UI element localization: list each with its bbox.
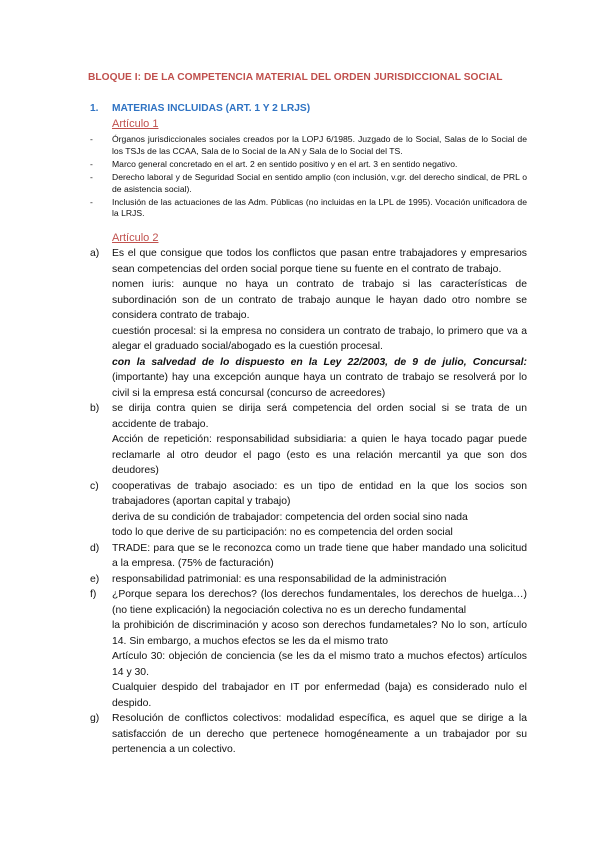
item-label: d) [90, 542, 100, 554]
item-label: f) [90, 589, 97, 600]
article-2-heading: Artículo 2 [112, 232, 159, 244]
paragraph: responsabilidad patrimonial: es una responsabilidad de la administración [112, 573, 447, 585]
item-label: b) [90, 403, 100, 414]
paragraph: deriva de su condición de trabajador: competencia del orden social sino nada [112, 511, 468, 523]
section-heading [90, 103, 310, 114]
item-label: a) [90, 248, 100, 259]
paragraph: ¿Porque separa los derechos? (los derechos fundamentales, los derechos de huelga…) (no tiene explicación) la negociación colectiva no es un derecho fundamental [112, 589, 527, 616]
section-heading-text: MATERIAS INCLUIDAS (ART. 1 Y 2 LRJS) [112, 103, 311, 114]
paragraph: TRADE: para que se le reconozca como un trade tiene que haber mandado una solicitud a la empresa. (75% de facturación) [112, 542, 527, 569]
list-item-c [90, 479, 527, 541]
list-item-f [90, 587, 527, 711]
paragraph: Acción de repetición: responsabilidad subsidiaria: a quien le haya tocado pagar puede reclamarle al otro deudor el pago (esto es una relación mercantil ya que son dos deudores) [112, 434, 527, 476]
article-1-list [90, 134, 527, 222]
paragraph: todo lo que derive de su participación: no es competencia del orden social [112, 527, 453, 538]
paragraph: la prohibición de discriminación y acoso son derechos fundametales? No lo son, artículo 14. Sin embargo, a muchos efectos se les da el mismo trato [112, 620, 527, 647]
item-label: g) [90, 713, 100, 724]
list-item-b [90, 401, 527, 479]
list-item-g [90, 711, 527, 758]
list-item: - Órganos jurisdiccionales sociales creados por la LOPJ 6/1985. Juzgado de lo Social, Salas de lo Social de los TSJs de las CCAA, Sala de lo Social de la AN y Sala de lo Social del TS. [90, 134, 527, 157]
paragraph: nomen iuris: aunque no haya un contrato de trabajo si las características de subordinación son de un contrato de trabajo aunque le hayan dado otro nombre se considera contrato de trabajo. [112, 279, 527, 321]
concursal-emphasis: con la salvedad de lo dispuesto en la Ley 22/2003, de 9 de julio, Concursal: [112, 356, 527, 368]
block-title: BLOQUE I: DE LA COMPETENCIA MATERIAL DEL ORDEN JURISDICCIONAL SOCIAL [88, 72, 503, 83]
list-item: - Derecho laboral y de Seguridad Social en sentido amplio (con inclusión, v.gr. del derecho sindical, de PRL o de asistencia social). [90, 172, 527, 195]
paragraph: cuestión procesal: si la empresa no considera un contrato de trabajo, lo primero que va a alegar el graduado social/abogado es la cuestión procesal. [112, 325, 527, 352]
list-item-d [90, 541, 527, 572]
list-item-e [90, 572, 527, 588]
paragraph: cooperativas de trabajo asociado: es un tipo de entidad en la que los socios son trabajadores (aportan capital y trabajo) [112, 480, 527, 507]
paragraph: Artículo 30: objeción de conciencia (se les da el mismo trato a muchos efectos) artículos 14 y 30. [112, 651, 527, 678]
list-item-a [90, 246, 527, 401]
item-label: c) [90, 480, 99, 492]
list-item: - Inclusión de las actuaciones de las Adm. Públicas (no incluidas en la LPL de 1995). Vocación unificadora de la LRJS. [90, 197, 527, 220]
paragraph: Es el que consigue que todos los conflictos que pasan entre trabajadores y empresarios sean competencias del orden social porque tiene su fuente en el contrato de trabajo. [112, 248, 527, 275]
paragraph: se dirija contra quien se dirija será competencia del orden social si se trata de un accidente de trabajo. [112, 403, 527, 430]
article-1-heading: Artículo 1 [112, 118, 159, 130]
list-item: - Marco general concretado en el art. 2 en sentido positivo y en el art. 3 en sentido negativo. [90, 159, 527, 171]
section-number: 1. [90, 103, 99, 114]
item-label: e) [90, 573, 100, 585]
concursal-text: (importante) hay una excepción aunque haya un contrato de trabajo se resolverá por lo civil si la empresa está concursal (concurso de acreedores) [112, 372, 527, 399]
paragraph [112, 355, 527, 402]
article-2-list [90, 246, 527, 758]
paragraph: Resolución de conflictos colectivos: modalidad específica, es aquel que se dirige a la satisfacción de un derecho que pertenece homogéneamente a un trabajador por su pertenencia a un colectivo. [112, 713, 527, 755]
paragraph: Cualquier despido del trabajador en IT por enfermedad (baja) es considerado nulo el despido. [112, 682, 527, 709]
